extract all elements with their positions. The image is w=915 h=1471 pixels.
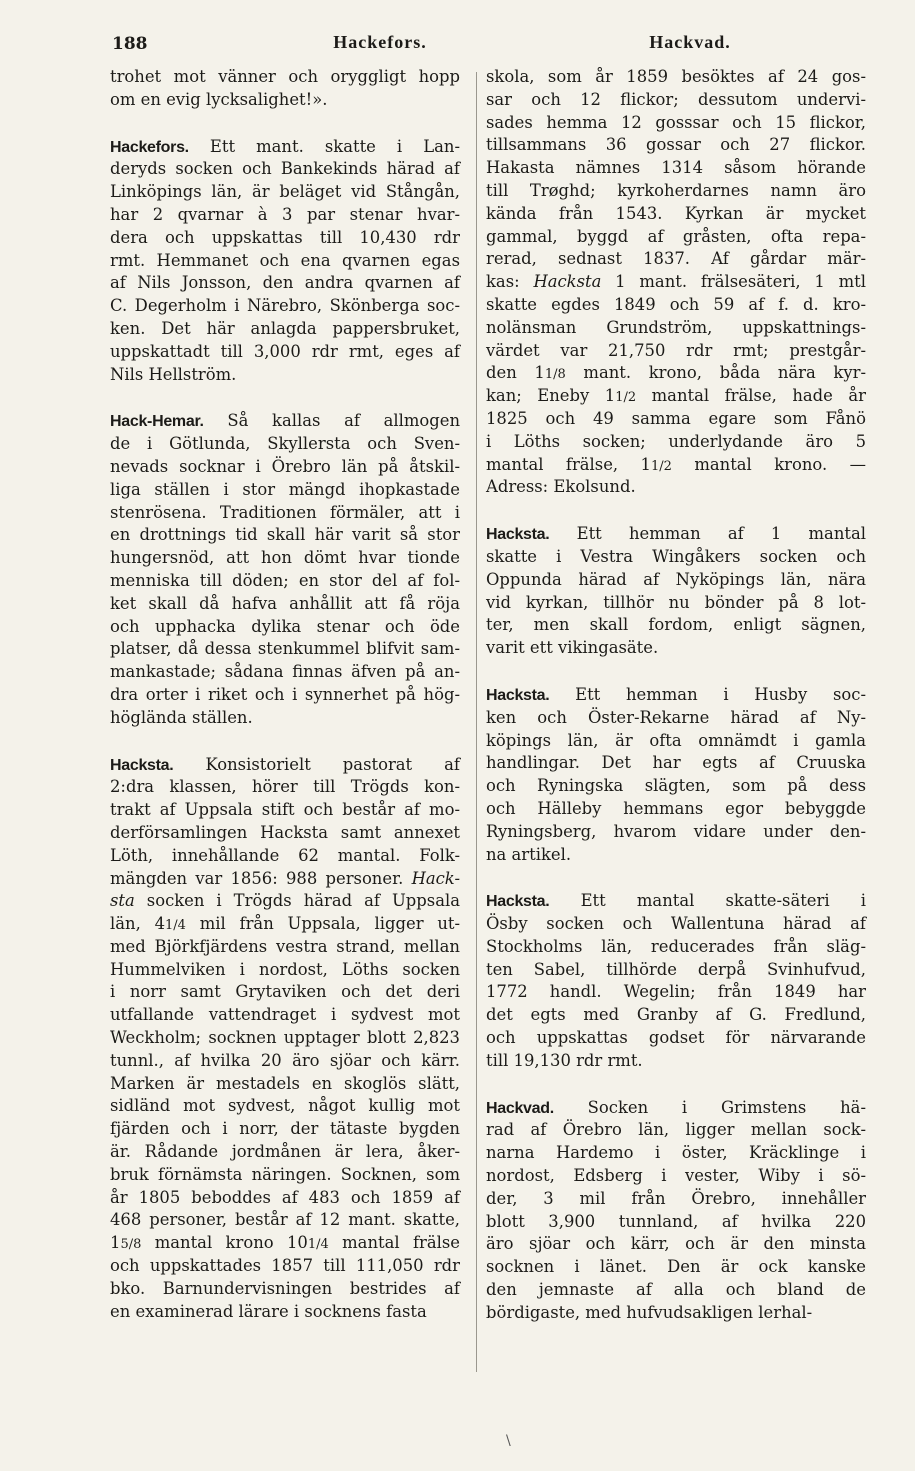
left-column-text-line: ket skall då hafva anhållit att få röja	[110, 593, 460, 613]
right-column-text-line: bördigaste, med hufvudsakligen lerhal-	[486, 1302, 813, 1322]
paragraph-gap	[486, 660, 866, 684]
right-column-text-line: och Ryningska slägten, som på dess	[486, 776, 866, 796]
left-column-text-line: Marken är mestadels en skoglös slätt,	[110, 1073, 460, 1093]
left-column-text-line: om en evig lycksalighet!».	[110, 89, 328, 109]
left-column-text-line: sidländ mot sydvest, något kullig mot	[110, 1096, 460, 1116]
right-column-text-line: det egts med Granby af G. Fredlund,	[486, 1005, 866, 1025]
page-number: 188	[112, 34, 148, 54]
left-column-text-line: och upphacka dylika stenar och öde	[110, 616, 460, 636]
right-column-text-line: socknen i länet. Den är ock kanske	[486, 1257, 866, 1277]
left-column-text-line: C. Degerholm i Närebro, Skönberga soc-	[110, 296, 460, 316]
right-column-text-line: till 19,130 rdr rmt.	[486, 1050, 643, 1070]
left-column-text-line: fjärden och i norr, der tätaste bygden	[110, 1119, 460, 1139]
column-divider	[476, 72, 477, 1372]
left-column-text-line: bruk förnämsta näringen. Socknen, som	[110, 1164, 460, 1184]
right-column-text-line: kan; Eneby 11/2 mantal frälse, hade år	[486, 386, 866, 406]
right-column-text-line: tillsammans 36 gossar och 27 flickor.	[486, 135, 866, 155]
left-column-text-line: län, 41/4 mil från Uppsala, ligger ut-	[110, 914, 460, 934]
paragraph-gap	[486, 499, 866, 523]
right-column-text-line: na artikel.	[486, 844, 572, 864]
right-column-text-line: der, 3 mil från Örebro, innehåller	[486, 1188, 866, 1208]
right-column-text-line: kas: Hacksta 1 mant. frälsesäteri, 1 mtl	[486, 272, 866, 292]
right-column-text-line: rerad, sednast 1837. Af gårdar mär-	[486, 249, 866, 269]
right-column-text-line: blott 3,900 tunnland, af hvilka 220	[486, 1211, 866, 1231]
paragraph-gap	[486, 1073, 866, 1097]
paragraph-gap	[486, 866, 866, 890]
paragraph-gap	[110, 112, 460, 136]
left-column-text-line: Hummelviken i nordost, Löths socken	[110, 959, 460, 979]
right-column-text-line: mantal frälse, 11/2 mantal krono. —	[486, 454, 866, 474]
right-column-text-line: sar och 12 flickor; dessutom undervi-	[486, 89, 866, 109]
footer-mark: \	[506, 1433, 511, 1449]
left-column-text-line: 15/8 mantal krono 101/4 mantal frälse	[110, 1233, 460, 1253]
left-column-text-line: mankastade; sådana finnas äfven på an-	[110, 662, 460, 682]
right-column-text-line: Hacksta. Ett hemman af 1 mantal	[486, 524, 866, 544]
left-column-text-line: rmt. Hemmanet och ena qvarnen egas	[110, 250, 460, 270]
right-column-text-line: kända från 1543. Kyrkan är mycket	[486, 203, 866, 223]
left-column-text-line: af Nils Jonsson, den andra qvarnen af	[110, 273, 460, 293]
right-column-text-line: den jemnaste af alla och bland de	[486, 1280, 866, 1300]
left-column-text-line: sta socken i Trögds härad af Uppsala	[110, 891, 460, 911]
left-column-text-line: med Björkfjärdens vestra strand, mellan	[110, 936, 460, 956]
right-column-text-line: skatte i Vestra Wingåkers socken och	[486, 546, 866, 566]
right-column-text-line: i Löths socken; underlydande äro 5	[486, 431, 866, 451]
right-column-text-line: narna Hardemo i öster, Kräcklinge i	[486, 1143, 866, 1163]
right-column-text-line: Oppunda härad af Nyköpings län, nära	[486, 569, 866, 589]
left-column	[110, 66, 460, 1323]
left-column-text-line: är. Rådande jordmånen är lera, åker-	[110, 1142, 460, 1162]
left-column-text-line: dra orter i riket och i synnerhet på hög-	[110, 684, 460, 704]
right-column-text-line: till Trøghd; kyrkoherdarnes namn äro	[486, 180, 866, 200]
right-column-text-line: Ösby socken och Wallentuna härad af	[486, 914, 866, 934]
right-column-text-line: 1825 och 49 samma egare som Fånö	[486, 408, 866, 428]
right-column-text-line: vid kyrkan, tillhör nu bönder på 8 lot-	[486, 592, 866, 612]
left-column-text-line: platser, då dessa stenkummel blifvit sam-	[110, 639, 460, 659]
left-column-text-line: liga ställen i stor mängd ihopkastade	[110, 479, 460, 499]
left-column-text-line: Hackefors. Ett mant. skatte i Lan-	[110, 136, 460, 156]
right-column-text-line: och Hälleby hemmans egor bebyggde	[486, 798, 866, 818]
left-column-text-line: en examinerad lärare i socknens fasta	[110, 1301, 427, 1321]
right-column-text-line: Adress: Ekolsund.	[486, 477, 636, 497]
left-column-text-line: en drottnings tid skall här varit så stor	[110, 525, 460, 545]
right-column-text-line: Ryningsberg, hvarom vidare under den-	[486, 821, 866, 841]
left-column-text-line: år 1805 beboddes af 483 och 1859 af	[110, 1187, 460, 1207]
right-column-text-line: skola, som år 1859 besöktes af 24 gos-	[486, 67, 866, 86]
right-column-text-line: Hackvad. Socken i Grimstens hä-	[486, 1097, 866, 1117]
right-column	[486, 66, 866, 1325]
right-column-text-line: den 11/8 mant. krono, båda nära kyr-	[486, 363, 866, 383]
left-column-text-line: dera och uppskattas till 10,430 rdr	[110, 227, 460, 247]
left-column-text-line: höglända ställen.	[110, 707, 253, 727]
left-column-text-line: har 2 qvarnar à 3 par stenar hvar-	[110, 204, 460, 224]
left-column-text-line: Nils Hellström.	[110, 364, 237, 384]
right-column-text-line: skatte egdes 1849 och 59 af f. d. kro-	[486, 294, 866, 314]
left-column-text-line: Löth, innehållande 62 mantal. Folk-	[110, 845, 460, 865]
left-column-text-line: utfallande vattendraget i sydvest mot	[110, 1005, 460, 1025]
header-left-title: Hackefors.	[333, 32, 427, 52]
right-column-text-line: Hacksta. Ett hemman i Husby soc-	[486, 684, 866, 704]
left-column-text-line: ken. Det här anlagda pappersbruket,	[110, 318, 460, 338]
left-column-text-line: stenrösena. Traditionen förmäler, att i	[110, 502, 460, 522]
right-column-text-line: äro sjöar och kärr, och är den minsta	[486, 1234, 866, 1254]
right-column-text-line: Stockholms län, reducerades från släg-	[486, 936, 866, 956]
left-column-text-line: trakt af Uppsala stift och består af mo-	[110, 800, 460, 820]
right-column-text-line: rad af Örebro län, ligger mellan sock-	[486, 1120, 866, 1140]
right-column-text-line: Hacksta. Ett mantal skatte-säteri i	[486, 891, 866, 911]
left-column-text-line: uppskattadt till 3,000 rdr rmt, eges af	[110, 341, 460, 361]
right-column-text-line: ten Sabel, tillhörde derpå Svinhufvud,	[486, 959, 866, 979]
right-column-text-line: ken och Öster-Rekarne härad af Ny-	[486, 707, 866, 727]
left-column-text-line: Linköpings län, är beläget vid Stångån,	[110, 182, 460, 202]
right-column-text-line: nolänsman Grundström, uppskattnings-	[486, 317, 866, 337]
left-column-text-line: Hack-Hemar. Så kallas af allmogen	[110, 411, 460, 431]
left-column-text-line: och uppskattades 1857 till 111,050 rdr	[110, 1256, 460, 1276]
left-column-text-line: derförsamlingen Hacksta samt annexet	[110, 822, 460, 842]
left-column-text-line: Hacksta. Konsistorielt pastorat af	[110, 754, 460, 774]
right-column-text-line: sades hemma 12 gosssar och 15 flickor,	[486, 112, 866, 132]
left-column-text-line: menniska till döden; en stor del af fol-	[110, 570, 460, 590]
right-column-text-line: gammal, byggd af gråsten, ofta repa-	[486, 226, 866, 246]
left-column-text-line: nevads socknar i Örebro län på åtskil-	[110, 456, 460, 476]
right-column-text-line: köpings län, är ofta omnämdt i gamla	[486, 730, 866, 750]
left-column-text-line: de i Götlunda, Skyllersta och Sven-	[110, 434, 460, 454]
left-column-text-line: tunnl., af hvilka 20 äro sjöar och kärr.	[110, 1050, 460, 1070]
right-column-text-line: 1772 handl. Wegelin; från 1849 har	[486, 982, 866, 1002]
header-right-title: Hackvad.	[649, 32, 731, 52]
right-column-text-line: varit ett vikingasäte.	[486, 638, 659, 658]
right-column-text-line: och uppskattas godset för närvarande	[486, 1028, 866, 1048]
paragraph-gap	[110, 386, 460, 410]
left-column-text-line: 468 personer, består af 12 mant. skatte,	[110, 1210, 460, 1230]
paragraph-gap	[110, 730, 460, 754]
left-column-text-line: mängden var 1856: 988 personer. Hack-	[110, 868, 460, 888]
right-column-text-line: nordost, Edsberg i vester, Wiby i sö-	[486, 1166, 866, 1186]
right-column-text-line: Hakasta nämnes 1314 såsom hörande	[486, 158, 866, 178]
left-column-text-line: trohet mot vänner och oryggligt hopp	[110, 67, 460, 86]
left-column-text-line: hungersnöd, att hon dömt hvar tionde	[110, 548, 460, 568]
right-column-text-line: värdet var 21,750 rdr rmt; prestgår-	[486, 340, 866, 360]
left-column-text-line: i norr samt Grytaviken och det deri	[110, 982, 460, 1002]
left-column-text-line: Weckholm; socknen upptager blott 2,823	[110, 1028, 460, 1048]
running-header	[0, 28, 915, 58]
right-column-text-line: ter, men skall fordom, enligt sägnen,	[486, 615, 866, 635]
right-column-text-line: handlingar. Det har egts af Cruuska	[486, 753, 866, 773]
left-column-text-line: deryds socken och Bankekinds härad af	[110, 159, 460, 179]
left-column-text-line: 2:dra klassen, hörer till Trögds kon-	[110, 777, 460, 797]
left-column-text-line: bko. Barnundervisningen bestrides af	[110, 1278, 460, 1298]
